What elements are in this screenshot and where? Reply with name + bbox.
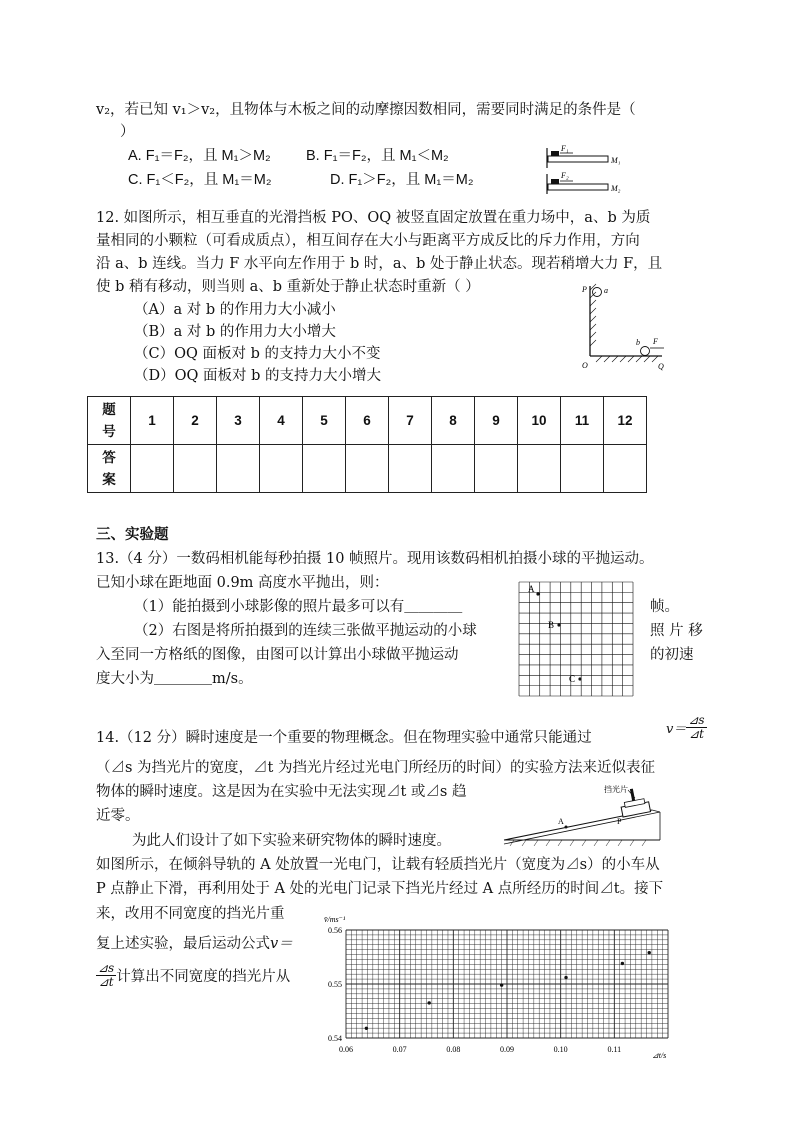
q13-line4: （2）右图是将所拍摄到的连续三张做平抛运动的小球 bbox=[134, 623, 477, 639]
chart-point bbox=[564, 976, 567, 979]
chart-grid bbox=[346, 930, 668, 1038]
chart-xlabel: ⊿t/s bbox=[652, 1051, 667, 1060]
section-3-title: 三、实验题 bbox=[96, 526, 169, 543]
q14-line10 bbox=[96, 962, 290, 989]
chart-point bbox=[648, 951, 651, 954]
answer-cell[interactable] bbox=[475, 445, 518, 493]
question-number: 7 bbox=[389, 397, 432, 445]
answer-cell[interactable] bbox=[131, 445, 174, 493]
q13-label-c: C bbox=[569, 674, 576, 684]
q11-option-d: D. F₁＞F₂，且 M₁＝M₂ bbox=[330, 172, 474, 188]
chart-x-tick-label: 0.07 bbox=[392, 1045, 407, 1054]
q14-formula-v: v＝ bbox=[666, 722, 687, 737]
q14-incline-p: P bbox=[617, 817, 622, 826]
chart-x-tick-label: 0.09 bbox=[500, 1045, 514, 1054]
answer-table-header-number: 题 号 bbox=[88, 397, 131, 445]
answer-cell[interactable] bbox=[389, 445, 432, 493]
q12-option-c: （C）OQ 面板对 b 的支持力大小不变 bbox=[134, 346, 381, 362]
q11-fig-f2: F₂ bbox=[561, 171, 569, 180]
chart-x-tick-label: 0.08 bbox=[446, 1045, 461, 1054]
q14-line2: （⊿s 为挡光片的宽度，⊿t 为挡光片经过光电门所经历的时间）的实验方法来近似表征 bbox=[96, 760, 655, 776]
chart-y-tick-label: 0.55 bbox=[328, 980, 342, 989]
q13-line5: 入至同一方格纸的图像，由图可以计算出小球做平抛运动 bbox=[96, 647, 459, 663]
q13-line3-end: 帧。 bbox=[650, 599, 679, 615]
question-number: 6 bbox=[346, 397, 389, 445]
q14-incline-figure bbox=[500, 780, 672, 846]
q14-frac-den: ⊿t bbox=[689, 727, 704, 741]
chart-ylabel: v̄/ms⁻¹ bbox=[324, 915, 346, 924]
q12-option-a: （A）a 对 b 的作用力大小减小 bbox=[134, 302, 336, 318]
chart-point bbox=[365, 1027, 368, 1030]
q13-point-b bbox=[557, 623, 560, 626]
answer-cell[interactable] bbox=[604, 445, 647, 493]
q13-grid-figure bbox=[517, 580, 635, 698]
question-number: 2 bbox=[174, 397, 217, 445]
answer-table-answer-row bbox=[88, 445, 647, 493]
q13-line2: 已知小球在距地面 0.9m 高度水平抛出，则： bbox=[96, 575, 389, 591]
question-number: 3 bbox=[217, 397, 260, 445]
chart-x-tick-label: 0.06 bbox=[339, 1045, 353, 1054]
q11-stem: v₂，若已知 v₁＞v₂，且物体与木板之间的动摩擦因数相同，需要同时满足的条件是（ bbox=[96, 102, 636, 118]
answer-cell[interactable] bbox=[518, 445, 561, 493]
q12-line3: 沿 a、b 连线。当力 F 水平向左作用于 b 时，a、b 处于静止状态。现若稍增大力 F，且 bbox=[96, 256, 663, 272]
chart-x-tick-label: 0.11 bbox=[607, 1045, 622, 1054]
q14-vt-chart bbox=[318, 912, 678, 1064]
q14-line6: 如图所示，在倾斜导轨的 A 处放置一光电门，让载有轻质挡光片（宽度为⊿s）的小车从 bbox=[96, 857, 660, 873]
q11-option-b: B. F₁＝F₂，且 M₁＜M₂ bbox=[306, 148, 449, 164]
q14-line4: 近零。 bbox=[96, 808, 140, 824]
q12-line1: 12. 如图所示，相互垂直的光滑挡板 PO、OQ 被竖直固定放置在重力场中，a、b 为质 bbox=[96, 210, 651, 226]
q12-line4: 使 b 稍有移动，则当则 a、b 重新处于静止状态时重新（ ） bbox=[96, 279, 480, 295]
question-number: 5 bbox=[303, 397, 346, 445]
q13-point-a bbox=[536, 592, 539, 595]
chart-point bbox=[621, 962, 624, 965]
q11-option-c: C. F₁＜F₂，且 M₁＝M₂ bbox=[128, 172, 272, 188]
chart-y-tick-label: 0.54 bbox=[328, 1034, 342, 1043]
q14-incline-a: A bbox=[558, 817, 564, 826]
q11-stem-close: ） bbox=[120, 124, 135, 140]
answer-cell[interactable] bbox=[561, 445, 604, 493]
question-number: 11 bbox=[561, 397, 604, 445]
q14-line8: 来，改用不同宽度的挡光片重 bbox=[96, 906, 285, 922]
q11-figure bbox=[543, 142, 633, 198]
question-number: 10 bbox=[518, 397, 561, 445]
q14-formula bbox=[666, 714, 707, 741]
chart-x-tick-label: 0.10 bbox=[553, 1045, 568, 1054]
q13-line6: 度大小为＿＿＿＿m/s。 bbox=[96, 671, 253, 687]
q14-line10-frac: $\frac{⊿s}{⊿t}$ bbox=[98, 961, 115, 989]
chart-point bbox=[500, 983, 503, 986]
answer-table-number-row bbox=[88, 397, 647, 445]
q14-line9-v: v＝ bbox=[270, 936, 293, 952]
q13-label-a: A bbox=[528, 584, 535, 594]
answer-cell[interactable] bbox=[432, 445, 475, 493]
q11-option-a: A. F₁＝F₂，且 M₁＞M₂ bbox=[128, 148, 271, 164]
answer-cell[interactable] bbox=[174, 445, 217, 493]
question-number: 9 bbox=[475, 397, 518, 445]
q13-label-b: B bbox=[548, 620, 555, 630]
q12-figure bbox=[578, 280, 670, 372]
answer-cell[interactable] bbox=[346, 445, 389, 493]
q12-line2: 量相同的小颗粒（可看成质点），相互间存在大小与距离平方成反比的斥力作用，方向 bbox=[96, 233, 640, 249]
q14-line9 bbox=[96, 932, 293, 953]
q12-fig-a: a bbox=[604, 286, 608, 295]
answer-cell[interactable] bbox=[303, 445, 346, 493]
q14-line10-text: 计算出不同宽度的挡光片从 bbox=[116, 969, 291, 985]
q12-fig-o: O bbox=[582, 361, 588, 370]
q14-incline-label: 挡光片 bbox=[604, 785, 628, 794]
chart-y-tick-label: 0.56 bbox=[328, 926, 342, 935]
q11-fig-f1: F₁ bbox=[561, 144, 569, 153]
question-number: 4 bbox=[260, 397, 303, 445]
q12-option-d: （D）OQ 面板对 b 的支持力大小增大 bbox=[134, 368, 382, 384]
q13-line3: （1）能拍摄到小球影像的照片最多可以有＿＿＿＿ bbox=[134, 599, 463, 615]
q13-line1: 13.（4 分）一数码相机能每秒拍摄 10 帧照片。现用该数码相机拍摄小球的平抛运动。 bbox=[96, 551, 654, 567]
q12-fig-f: F bbox=[653, 337, 658, 346]
answer-cell[interactable] bbox=[260, 445, 303, 493]
q12-fig-b: b bbox=[636, 338, 640, 347]
q14-line1: 14.（12 分）瞬时速度是一个重要的物理概念。但在物理实验中通常只能通过 bbox=[96, 730, 592, 746]
question-number: 8 bbox=[432, 397, 475, 445]
answer-table bbox=[87, 396, 647, 493]
q14-line3: 物体的瞬时速度。这是因为在实验中无法实现⊿t 或⊿s 趋 bbox=[96, 784, 467, 800]
q13-point-c bbox=[578, 677, 581, 680]
q13-line4-end: 照 片 移 bbox=[650, 623, 703, 639]
q13-line5-end: 的初速 bbox=[650, 647, 694, 663]
q12-option-b: （B）a 对 b 的作用力大小增大 bbox=[134, 324, 336, 340]
answer-cell[interactable] bbox=[217, 445, 260, 493]
chart-point bbox=[427, 1001, 430, 1004]
q14-line9-text: 复上述实验，最后运动公式 bbox=[96, 936, 270, 952]
answer-table-header-answer: 答 案 bbox=[88, 445, 131, 493]
question-number: 12 bbox=[604, 397, 647, 445]
q12-fig-p: P bbox=[582, 285, 587, 294]
q14-line7: P 点静止下滑，再利用处于 A 处的光电门记录下挡光片经过 A 点所经历的时间⊿t。接下 bbox=[96, 881, 664, 897]
q11-fig-m1: M₁ bbox=[611, 156, 621, 165]
q11-fig-m2: M₂ bbox=[611, 184, 621, 193]
q14-line5: 为此人们设计了如下实验来研究物体的瞬时速度。 bbox=[132, 833, 451, 849]
q14-frac-num: ⊿s bbox=[688, 713, 705, 727]
question-number: 1 bbox=[131, 397, 174, 445]
q12-fig-q: Q bbox=[658, 362, 664, 371]
